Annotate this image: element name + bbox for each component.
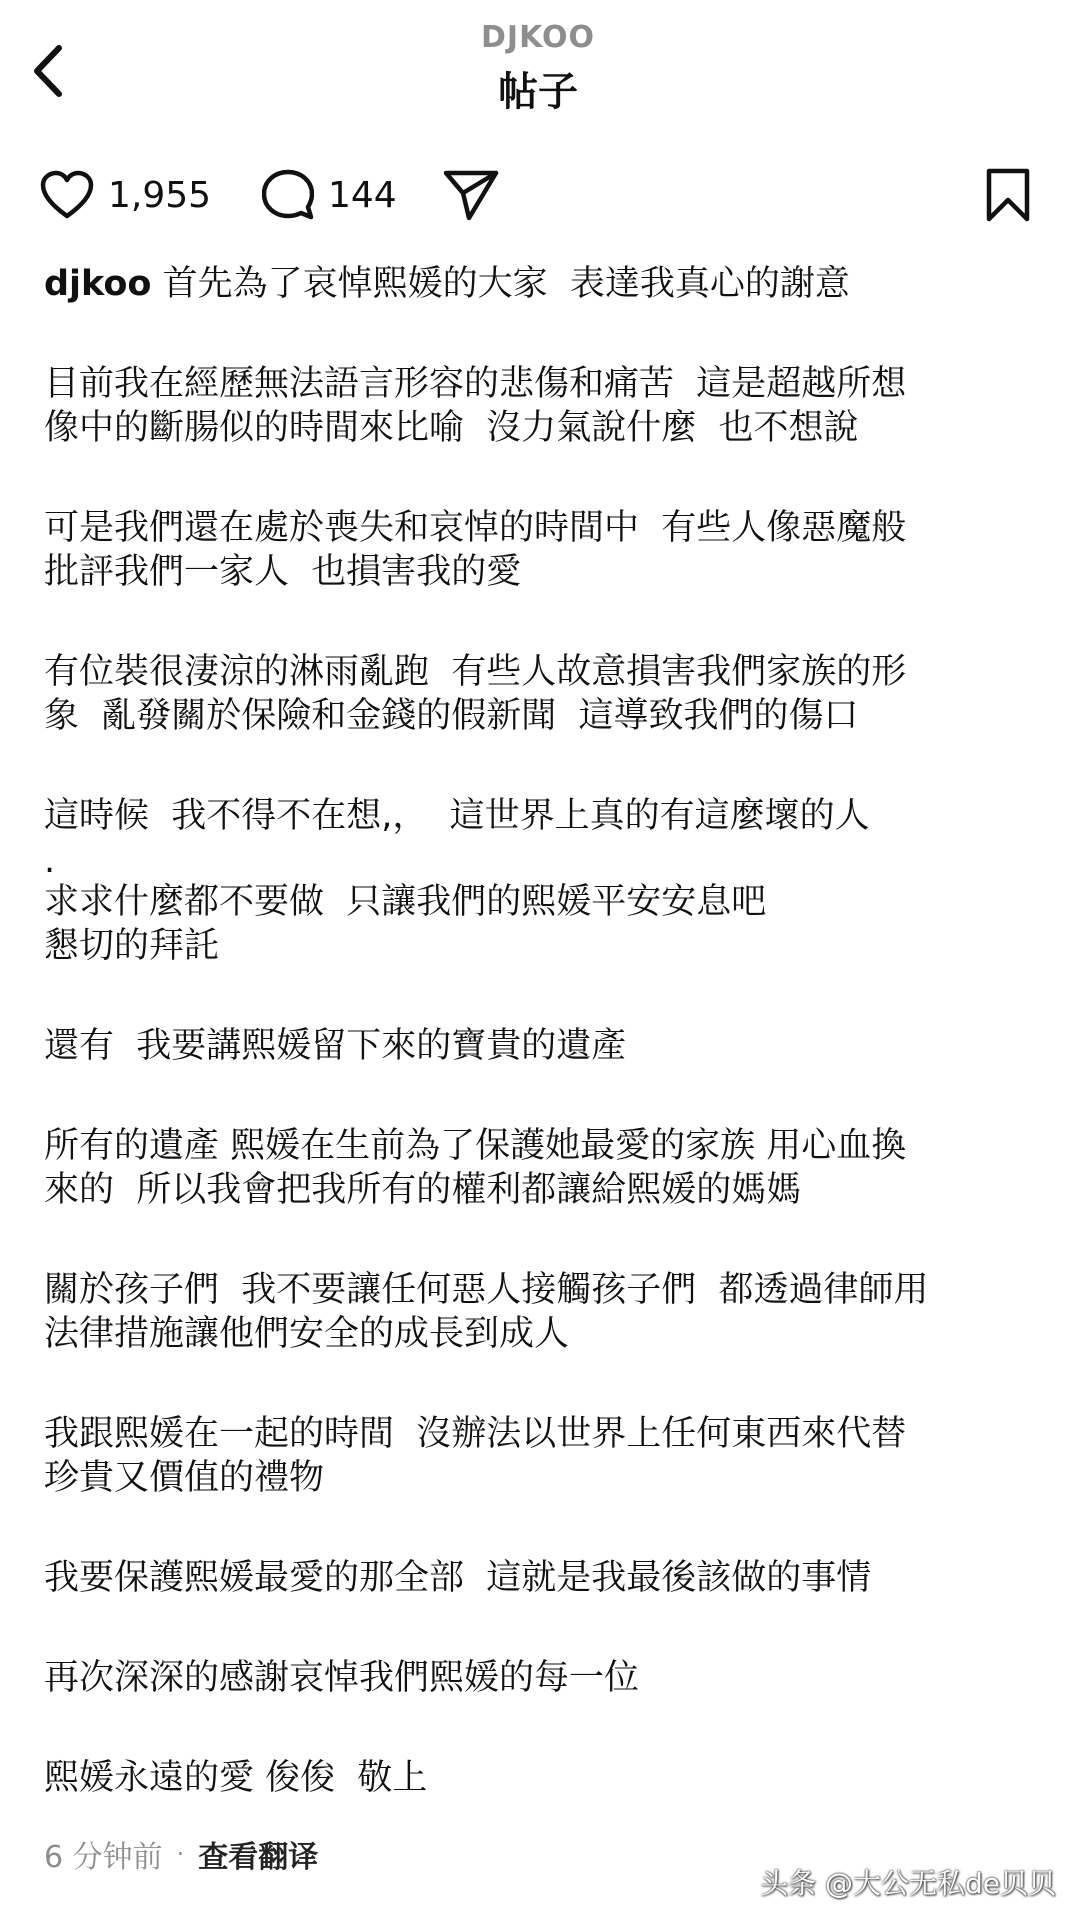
caption-paragraph: 關於孩子們 我不要讓任何惡人接觸孩子們 都透過律師用 法律措施讓他們安全的成長到成人: [44, 1270, 929, 1354]
page-title: 帖子: [498, 69, 578, 115]
bookmark-icon: [985, 167, 1031, 223]
caption-first-line: [44, 262, 1044, 306]
comment-button[interactable]: [262, 160, 397, 230]
caption-paragraph: 熙媛永遠的愛 俊俊 敬上: [44, 1758, 428, 1798]
like-count: 1,955: [108, 174, 212, 216]
app-header: [0, 0, 1076, 130]
see-translation-link[interactable]: 查看翻译: [198, 1840, 319, 1875]
post-timestamp: 6 分钟前: [44, 1840, 163, 1875]
caption-paragraph: 所有的遺產 熙媛在生前為了保護她最愛的家族 用心血換 來的 所以我會把我所有的權利都讓給熙媛的媽媽: [44, 1126, 907, 1210]
caption-paragraph: 再次深深的感謝哀悼我們熙媛的每一位: [44, 1658, 640, 1698]
caption-paragraph: 有位裝很淒涼的淋雨亂跑 有些人故意損害我們家族的形 象 亂發關於保險和金錢的假新聞 這導致我們的傷口: [44, 652, 907, 736]
caption-paragraph: 這時候 我不得不在想,， 這世界上真的有這麼壞的人: [44, 796, 870, 836]
post-action-bar: [0, 160, 1076, 230]
comment-count: 144: [328, 174, 397, 216]
caption-dot: .: [44, 841, 56, 881]
save-button[interactable]: [985, 160, 1031, 230]
caption-paragraph: 求求什麼都不要做 只讓我們的熙媛平安安息吧 懇切的拜託: [44, 882, 767, 966]
caption-paragraph: 我要保護熙媛最愛的那全部 這就是我最後該做的事情: [44, 1558, 872, 1598]
post-meta: [44, 1832, 318, 1876]
post-caption: [44, 262, 1044, 1856]
caption-paragraph: 我跟熙媛在一起的時間 沒辦法以世界上任何東西來代替 珍貴又價值的禮物: [44, 1414, 907, 1498]
meta-separator: ·: [176, 1840, 185, 1868]
caption-paragraph: 還有 我要講熙媛留下來的寶貴的遺產: [44, 1026, 627, 1066]
heart-icon: [40, 170, 94, 220]
caption-text: 首先為了哀悼熙媛的大家 表達我真心的謝意: [151, 264, 850, 304]
like-button[interactable]: [40, 160, 211, 230]
caption-paragraph: 目前我在經歷無法語言形容的悲傷和痛苦 這是超越所想 像中的斷腸似的時間來比喻 沒力氣說什麼 也不想說: [44, 364, 907, 448]
paper-plane-icon: [443, 169, 499, 221]
watermark: 头条 @大公无私de贝贝: [760, 1867, 1056, 1900]
share-button[interactable]: [443, 160, 499, 230]
header-account-name: DJKOO: [481, 20, 595, 55]
comment-bubble-icon: [262, 169, 314, 221]
caption-paragraph: 可是我們還在處於喪失和哀悼的時間中 有些人像惡魔般 批評我們一家人 也損害我的愛: [44, 508, 907, 592]
caption-username[interactable]: djkoo: [44, 264, 152, 304]
